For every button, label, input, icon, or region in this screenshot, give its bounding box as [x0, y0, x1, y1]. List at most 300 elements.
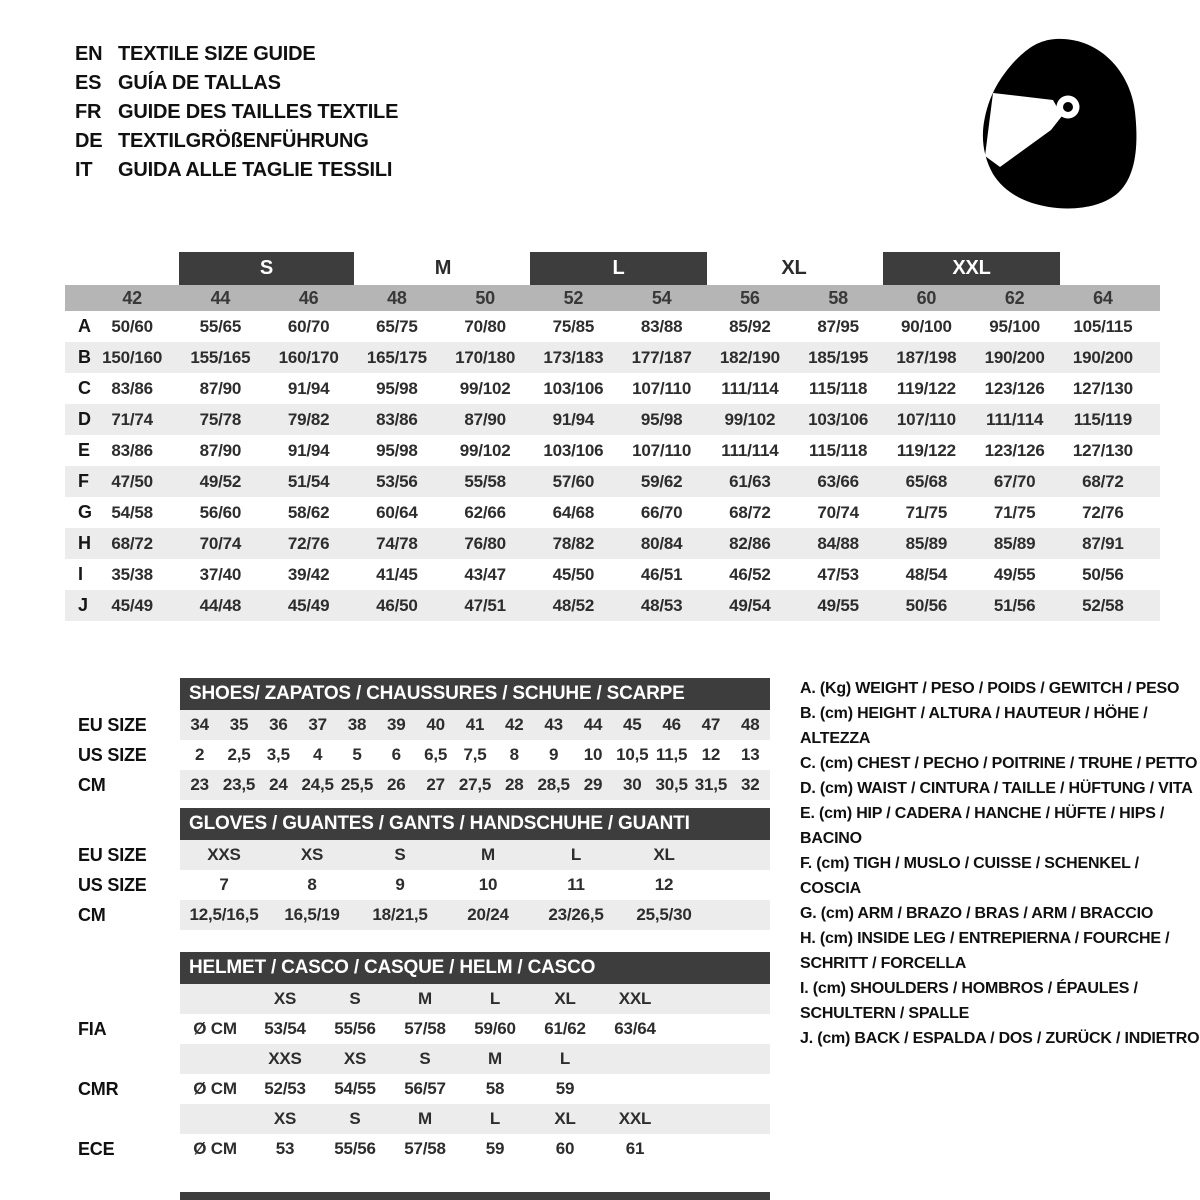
- racing-helmet-icon: [978, 36, 1138, 210]
- size-group-xxl: XXL: [883, 252, 1060, 285]
- value-cell: 32: [741, 775, 760, 794]
- row-letter: D: [78, 409, 91, 429]
- main-size-table: [65, 311, 1160, 621]
- value-cell: 10,5: [616, 745, 649, 764]
- size-cell: 99/102: [459, 378, 511, 398]
- size-group-xl: XL: [781, 257, 807, 279]
- size-table-row: [65, 466, 1160, 497]
- size-cell: 60/70: [287, 316, 330, 336]
- size-number-cell: 44: [210, 288, 231, 308]
- size-number-cell: 52: [563, 288, 584, 308]
- size-table-row: [65, 528, 1160, 559]
- size-cell: 55/58: [464, 471, 506, 491]
- size-cell: 72/76: [1082, 502, 1124, 522]
- value-cell: 30,5: [655, 775, 688, 794]
- helmet-title: HELMET / CASCO / CASQUE / HELM / CASCO: [189, 957, 596, 978]
- size-cell: 87/90: [464, 409, 506, 429]
- size-cell: 39/42: [287, 564, 330, 584]
- value-cell: 27: [426, 775, 445, 794]
- size-cell: 160/170: [278, 347, 339, 367]
- helmet-value-cell: 60: [555, 1139, 575, 1158]
- size-cell: 65/75: [376, 316, 418, 336]
- size-cell: 173/183: [543, 347, 604, 367]
- size-cell: 45/49: [111, 595, 153, 615]
- value-strip: [180, 1014, 770, 1044]
- row-label: US SIZE: [78, 874, 147, 895]
- row-letter: C: [78, 378, 91, 398]
- size-cell: 95/100: [989, 316, 1041, 336]
- helmet-size-cell: XXS: [268, 1049, 302, 1068]
- helmet-size-cell: S: [349, 1109, 361, 1128]
- legend-item: H. (cm) INSIDE LEG / ENTREPIERNA / FOURCHE / SCHRITT / FORCELLA: [800, 930, 1170, 972]
- value-strip: [180, 870, 770, 900]
- standard-label: ECE: [78, 1138, 115, 1159]
- size-cell: 46/51: [640, 564, 683, 584]
- helmet-size-cell: [600, 1044, 670, 1074]
- size-cell: 47/51: [464, 595, 506, 615]
- helmet-size-cell: L: [489, 1109, 501, 1128]
- value-cell: 12: [654, 875, 674, 894]
- standard-label: FIA: [78, 1018, 107, 1039]
- row-letter: G: [78, 502, 92, 522]
- value-cell: 10: [583, 745, 603, 764]
- value-cell: 40: [426, 715, 445, 734]
- helmet-size-cell: XS: [343, 1049, 367, 1068]
- size-cell: 107/110: [632, 440, 692, 460]
- size-cell: 119/122: [896, 440, 956, 460]
- helmet-value-cell: 61: [625, 1139, 645, 1158]
- row-letter: F: [78, 471, 89, 491]
- size-cell: 87/95: [817, 316, 859, 336]
- value-cell: 25,5/30: [636, 905, 692, 924]
- size-cell: 85/89: [905, 533, 948, 553]
- helmet-size-cell: S: [349, 989, 361, 1008]
- size-cell: 111/114: [721, 378, 779, 398]
- legend: [800, 676, 1200, 1051]
- legend-item: B. (cm) HEIGHT / ALTURA / HAUTEUR / HÖHE / ALTEZZA: [800, 705, 1148, 747]
- helmet-size-cell: S: [419, 1049, 431, 1068]
- size-cell: 54/58: [111, 502, 153, 522]
- size-cell: 75/85: [552, 316, 595, 336]
- size-cell: 37/40: [199, 564, 242, 584]
- size-table-row: [65, 311, 1160, 342]
- value-cell: 2,5: [227, 745, 251, 764]
- value-cell: 44: [583, 715, 603, 734]
- value-cell: 6,5: [424, 745, 448, 764]
- size-group-m: M: [434, 257, 452, 279]
- row-letter: H: [78, 533, 91, 553]
- size-cell: 70/80: [464, 316, 506, 336]
- size-cell: 51/56: [993, 595, 1036, 615]
- size-cell: 50/60: [111, 316, 153, 336]
- value-cell: XXS: [207, 845, 241, 864]
- size-number-cell: 46: [298, 288, 319, 308]
- legend-item: E. (cm) HIP / CADERA / HANCHE / HÜFTE / HIPS / BACINO: [800, 805, 1165, 847]
- value-cell: 7: [219, 875, 229, 894]
- guide-title: TEXTILGRÖßENFÜHRUNG: [118, 130, 369, 152]
- size-group-header: [0, 252, 1200, 285]
- legend-item: A. (Kg) WEIGHT / PESO / POIDS / GEWITCH / PESO: [800, 680, 1180, 697]
- value-cell: 2: [195, 745, 205, 764]
- size-number-row: [65, 285, 1160, 311]
- size-table-row: [65, 373, 1160, 404]
- value-cell: XL: [653, 845, 675, 864]
- size-cell: 78/82: [552, 533, 595, 553]
- band-spacer: [65, 285, 88, 311]
- size-cell: 35/38: [111, 564, 153, 584]
- helmet-size-cell: XXL: [618, 1109, 652, 1128]
- helmet-size-cell: XL: [554, 1109, 576, 1128]
- size-cell: 103/106: [808, 409, 869, 429]
- standard-label: CMR: [78, 1078, 119, 1099]
- size-number-cell: 50: [475, 288, 495, 308]
- size-cell: 182/190: [719, 347, 780, 367]
- value-cell: 48: [741, 715, 760, 734]
- value-cell: 5: [352, 745, 362, 764]
- helmet-value-cell: 59: [485, 1139, 505, 1158]
- value-cell: 23,5: [222, 775, 256, 794]
- language-list: [75, 40, 398, 185]
- size-cell: 105/115: [1073, 316, 1133, 336]
- value-cell: 8: [307, 875, 317, 894]
- value-cell: 23: [190, 775, 209, 794]
- size-cell: 155/165: [190, 347, 251, 367]
- helmet-size-cell: XXL: [618, 989, 652, 1008]
- size-cell: 61/63: [729, 471, 771, 491]
- size-cell: 49/55: [817, 595, 859, 615]
- helmet-value-row: [65, 1074, 1160, 1104]
- value-cell: 39: [387, 715, 406, 734]
- row-label: CM: [78, 774, 106, 795]
- row-label: EU SIZE: [78, 844, 147, 865]
- value-cell: 11: [567, 875, 585, 894]
- language-row: [75, 127, 398, 156]
- size-cell: 187/198: [896, 347, 957, 367]
- helmet-value-cell: 53: [275, 1139, 295, 1158]
- size-strip: [180, 1044, 770, 1074]
- value-cell: 9: [548, 745, 559, 764]
- size-cell: 56/60: [199, 502, 242, 522]
- size-number-cell: 42: [122, 288, 142, 308]
- helmet-header-bar: [180, 952, 770, 984]
- value-cell: 36: [269, 715, 288, 734]
- size-cell: 70/74: [199, 533, 242, 553]
- size-cell: 43/47: [464, 564, 506, 584]
- row-label: CM: [78, 904, 106, 925]
- helmet-size-cell: L: [559, 1049, 571, 1068]
- value-strip: [180, 900, 770, 930]
- size-table-row: [65, 497, 1160, 528]
- row-letter: B: [78, 347, 91, 367]
- value-cell: 46: [662, 715, 681, 734]
- value-cell: 24: [269, 775, 288, 794]
- size-table-row: [65, 435, 1160, 466]
- size-number-cell: 62: [1004, 288, 1025, 308]
- value-cell: L: [570, 845, 582, 864]
- row-letter: J: [78, 595, 88, 615]
- size-table-row: [65, 559, 1160, 590]
- size-cell: 76/80: [464, 533, 506, 553]
- helmet-value-row: [65, 1134, 1160, 1164]
- size-cell: 91/94: [287, 440, 330, 460]
- value-cell: 13: [741, 745, 760, 764]
- size-cell: 82/86: [729, 533, 771, 553]
- size-cell: 50/56: [905, 595, 948, 615]
- size-cell: 41/45: [376, 564, 418, 584]
- value-cell: 35: [229, 715, 249, 734]
- size-cell: 170/180: [455, 347, 516, 367]
- value-cell: 8: [509, 745, 519, 764]
- helmet-value-cell: 58: [485, 1079, 505, 1098]
- size-number-cell: 60: [916, 288, 937, 308]
- language-code: EN: [75, 43, 103, 65]
- language-code: FR: [75, 101, 102, 123]
- size-cell: 85/89: [993, 533, 1036, 553]
- size-number-cell: 54: [651, 288, 672, 308]
- size-group-s: S: [179, 252, 354, 285]
- size-cell: 47/53: [817, 564, 859, 584]
- size-cell: 49/54: [729, 595, 771, 615]
- size-cell: 48/53: [640, 595, 683, 615]
- size-cell: 75/78: [199, 409, 242, 429]
- helmet-size-cell: XS: [273, 1109, 297, 1128]
- shoes-header-bar: [180, 678, 770, 710]
- helmet-value-cell: [600, 1074, 670, 1104]
- guide-title: TEXTILE SIZE GUIDE: [118, 43, 316, 65]
- helmet-value-cell: 61/62: [544, 1019, 586, 1038]
- value-strip: [180, 840, 770, 870]
- value-cell: 43: [544, 715, 563, 734]
- value-cell: 4: [313, 745, 323, 764]
- size-cell: 115/118: [809, 378, 868, 398]
- value-cell: 12,5/16,5: [189, 905, 259, 924]
- size-cell: 103/106: [543, 378, 604, 398]
- size-cell: 55/65: [199, 316, 242, 336]
- size-number-cell: 64: [1093, 288, 1113, 308]
- size-cell: 48/52: [552, 595, 595, 615]
- size-cell: 84/88: [817, 533, 859, 553]
- value-cell: 24,5: [301, 775, 334, 794]
- size-cell: 46/52: [729, 564, 771, 584]
- value-cell: 45: [623, 715, 642, 734]
- value-cell: XS: [300, 845, 324, 864]
- size-cell: 95/98: [376, 440, 418, 460]
- value-strip: [180, 770, 770, 800]
- size-cell: 47/50: [111, 471, 153, 491]
- value-cell: 31,5: [694, 775, 728, 794]
- size-table-row: [65, 590, 1160, 621]
- diameter-unit-cell: Ø CM: [193, 1019, 237, 1038]
- size-cell: 48/54: [905, 564, 948, 584]
- helmet-value-cell: 53/54: [264, 1019, 306, 1038]
- value-cell: 29: [583, 775, 603, 794]
- size-cell: 99/102: [724, 409, 776, 429]
- row-letter: E: [78, 440, 90, 460]
- size-cell: 52/58: [1082, 595, 1124, 615]
- size-cell: 190/200: [984, 347, 1045, 367]
- row-label: US SIZE: [78, 744, 147, 765]
- size-cell: 185/195: [808, 347, 869, 367]
- size-cell: 127/130: [1072, 440, 1133, 460]
- value-cell: 9: [395, 875, 405, 894]
- size-cell: 87/90: [199, 378, 242, 398]
- size-cell: 44/48: [199, 595, 242, 615]
- helmet-size-cell: M: [418, 1109, 432, 1128]
- size-cell: 50/56: [1082, 564, 1124, 584]
- value-cell: 41: [465, 715, 485, 734]
- helmet-value-cell: 57/58: [404, 1139, 446, 1158]
- size-cell: 177/187: [631, 347, 692, 367]
- size-cell: 64/68: [552, 502, 595, 522]
- size-cell: 68/72: [729, 502, 771, 522]
- guide-title: GUÍA DE TALLAS: [118, 72, 281, 94]
- value-cell: 28,5: [537, 775, 570, 794]
- size-cell: 111/114: [721, 440, 779, 460]
- language-row: [75, 40, 398, 69]
- size-cell: 57/60: [552, 471, 595, 491]
- helmet-size-row: [65, 1104, 1160, 1134]
- row-letter: A: [78, 316, 91, 336]
- diameter-unit-cell: Ø CM: [193, 1079, 237, 1098]
- legend-item: F. (cm) TIGH / MUSLO / CUISSE / SCHENKEL / COSCIA: [800, 855, 1139, 897]
- helmet-value-cell: 59/60: [474, 1019, 516, 1038]
- size-cell: 45/50: [552, 564, 595, 584]
- size-cell: 71/75: [905, 502, 948, 522]
- language-code: IT: [75, 159, 93, 181]
- size-cell: 111/114: [986, 409, 1044, 429]
- size-cell: 60/64: [376, 502, 418, 522]
- size-cell: 72/76: [287, 533, 330, 553]
- unit-spacer: [180, 1104, 250, 1134]
- size-cell: 190/200: [1072, 347, 1133, 367]
- value-cell: 7,5: [463, 745, 487, 764]
- size-cell: 49/55: [993, 564, 1036, 584]
- language-row: [75, 156, 398, 185]
- language-row: [75, 69, 398, 98]
- legend-item: C. (cm) CHEST / PECHO / POITRINE / TRUHE / PETTO: [800, 755, 1198, 772]
- size-cell: 67/70: [993, 471, 1036, 491]
- size-cell: 65/68: [905, 471, 948, 491]
- helmet-value-cell: 57/58: [404, 1019, 446, 1038]
- size-cell: 150/160: [102, 347, 163, 367]
- helmet-value-cell: 52/53: [264, 1079, 306, 1098]
- size-cell: 87/90: [199, 440, 242, 460]
- diameter-unit-cell: Ø CM: [193, 1139, 237, 1158]
- helmet-value-cell: 56/57: [404, 1079, 446, 1098]
- value-strip: [180, 710, 770, 740]
- size-cell: 115/118: [809, 440, 868, 460]
- value-cell: 3,5: [266, 745, 290, 764]
- value-cell: M: [481, 845, 495, 864]
- helmet-size-cell: XS: [273, 989, 297, 1008]
- helmet-size-cell: L: [489, 989, 501, 1008]
- value-cell: 10: [478, 875, 498, 894]
- size-cell: 127/130: [1072, 378, 1133, 398]
- language-code: ES: [75, 72, 102, 94]
- value-cell: 26: [387, 775, 406, 794]
- size-cell: 63/66: [817, 471, 859, 491]
- size-cell: 80/84: [640, 533, 683, 553]
- value-strip: [180, 1134, 770, 1164]
- unit-spacer: [180, 1044, 250, 1074]
- size-cell: 45/49: [287, 595, 330, 615]
- size-cell: 91/94: [287, 378, 330, 398]
- unit-spacer: [180, 984, 250, 1014]
- size-table-row: [65, 342, 1160, 373]
- size-cell: 85/92: [729, 316, 771, 336]
- size-cell: 66/70: [640, 502, 683, 522]
- size-cell: 90/100: [900, 316, 952, 336]
- size-cell: 83/86: [111, 378, 153, 398]
- size-cell: 87/91: [1082, 533, 1124, 553]
- guide-title: GUIDE DES TAILLES TEXTILE: [118, 101, 399, 123]
- size-cell: 58/62: [287, 502, 330, 522]
- legend-item: D. (cm) WAIST / CINTURA / TAILLE / HÜFTUNG / VITA: [800, 780, 1193, 797]
- size-cell: 71/74: [111, 409, 153, 429]
- size-cell: 70/74: [817, 502, 859, 522]
- value-cell: 23/26,5: [548, 905, 604, 924]
- size-cell: 123/126: [984, 378, 1045, 398]
- size-cell: 49/52: [199, 471, 242, 491]
- size-cell: 79/82: [287, 409, 330, 429]
- size-cell: 99/102: [459, 440, 511, 460]
- value-cell: 34: [190, 715, 209, 734]
- size-cell: 103/106: [543, 440, 604, 460]
- size-cell: 83/88: [640, 316, 683, 336]
- value-cell: 30: [623, 775, 642, 794]
- size-cell: 62/66: [464, 502, 506, 522]
- gloves-header-bar: [180, 808, 770, 840]
- language-code: DE: [75, 130, 103, 152]
- guide-title: GUIDA ALLE TAGLIE TESSILI: [118, 159, 393, 181]
- value-cell: 42: [505, 715, 524, 734]
- size-cell: 59/62: [640, 471, 683, 491]
- size-group-l: L: [530, 252, 707, 285]
- helmet-size-cell: M: [488, 1049, 502, 1068]
- size-cell: 83/86: [376, 409, 418, 429]
- bottom-cut-bar: [180, 1192, 770, 1200]
- size-cell: 107/110: [632, 378, 692, 398]
- value-cell: 18/21,5: [372, 905, 428, 924]
- helmet-size-cell: M: [418, 989, 432, 1008]
- value-cell: 27,5: [458, 775, 492, 794]
- value-strip: [180, 740, 770, 770]
- size-number-cell: 48: [387, 288, 407, 308]
- value-cell: 11,5: [655, 745, 688, 764]
- size-cell: 115/119: [1073, 409, 1132, 429]
- size-cell: 51/54: [287, 471, 330, 491]
- size-cell: 68/72: [1082, 471, 1124, 491]
- value-cell: 37: [308, 715, 327, 734]
- value-cell: 28: [505, 775, 524, 794]
- size-number-cell: 58: [828, 288, 848, 308]
- row-label: EU SIZE: [78, 714, 147, 735]
- value-cell: 16,5/19: [284, 905, 340, 924]
- legend-item: G. (cm) ARM / BRAZO / BRAS / ARM / BRACCIO: [800, 905, 1154, 922]
- helmet-value-cell: 54/55: [334, 1079, 376, 1098]
- size-cell: 74/78: [376, 533, 418, 553]
- value-cell: 25,5: [340, 775, 374, 794]
- value-cell: 38: [347, 715, 367, 734]
- size-cell: 123/126: [984, 440, 1045, 460]
- value-cell: 6: [391, 745, 401, 764]
- legend-item: I. (cm) SHOULDERS / HOMBROS / ÉPAULES / SCHULTERN / SPALLE: [800, 980, 1138, 1022]
- value-strip: [180, 1074, 770, 1104]
- size-strip: [180, 1104, 770, 1134]
- size-cell: 91/94: [552, 409, 595, 429]
- size-cell: 71/75: [993, 502, 1036, 522]
- size-cell: 46/50: [376, 595, 418, 615]
